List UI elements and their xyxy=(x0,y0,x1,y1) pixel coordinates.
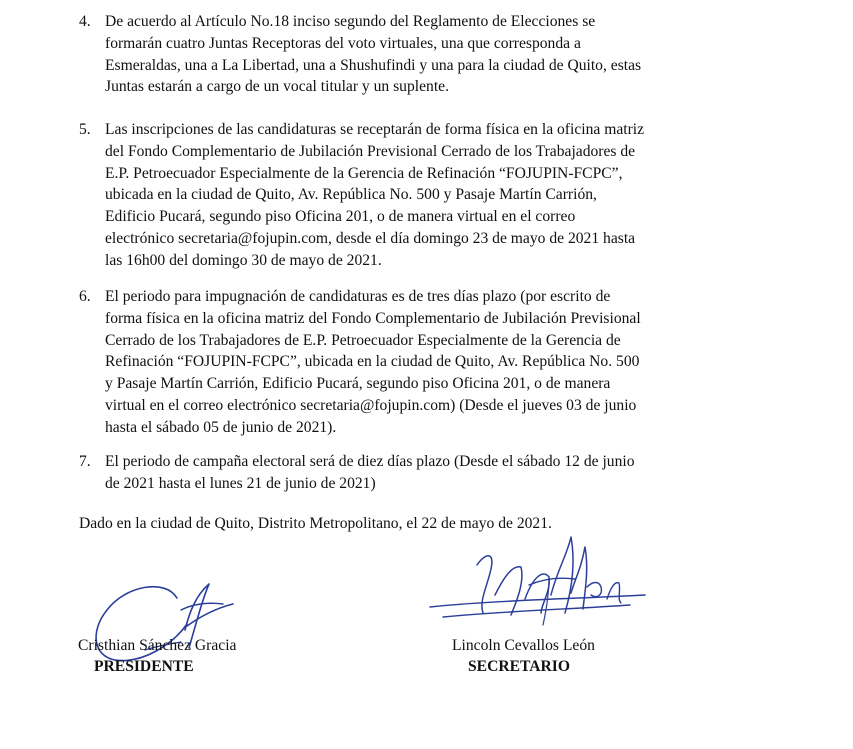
item-number: 5. xyxy=(79,121,91,138)
item-number: 6. xyxy=(79,288,91,305)
list-item-4 xyxy=(79,11,717,98)
item-text xyxy=(105,451,717,495)
list-item-6 xyxy=(79,286,717,439)
text-line: De acuerdo al Artículo No.18 inciso segundo del Reglamento de Elecciones se xyxy=(105,13,596,30)
text-line: El periodo de campaña electoral será de diez días plazo (Desde el sábado 12 de junio xyxy=(105,453,635,470)
list-item-7 xyxy=(79,451,717,495)
text-line: de 2021 hasta el lunes 21 de junio de 2021) xyxy=(105,474,376,492)
text-line: electrónico secretaria@fojupin.com, desde el día domingo 23 de mayo de 2021 hasta xyxy=(105,229,636,247)
text-line: del Fondo Complementario de Jubilación Previsional Cerrado de los Trabajadores de xyxy=(105,142,636,160)
text-line: Refinación “FOJUPIN-FCPC”, ubicada en la ciudad de Quito, Av. República No. 500 xyxy=(105,353,640,371)
item-text xyxy=(105,11,717,98)
text-line: forma física en la oficina matriz del Fondo Complementario de Jubilación Previsional xyxy=(105,309,641,327)
text-line: E.P. Petroecuador Especialmente de la Gerencia de Refinación “FOJUPIN-FCPC”, xyxy=(105,164,623,182)
text-line: Cerrado de los Trabajadores de E.P. Petroecuador Especialmente de la Gerencia de xyxy=(105,331,621,349)
item-text xyxy=(105,119,717,272)
text-line: las 16h00 del domingo 30 de mayo de 2021. xyxy=(105,251,382,269)
secretary-name: Lincoln Cevallos León xyxy=(452,637,595,654)
text-line: y Pasaje Martín Carrión, Edificio Pucará, segundo piso Oficina 201, o de manera xyxy=(105,375,611,393)
list-item-5 xyxy=(79,119,717,272)
text-line: formarán cuatro Juntas Receptoras del voto virtuales, una que corresponda a xyxy=(105,34,581,52)
text-line: Juntas estarán a cargo de un vocal titular y un suplente. xyxy=(105,78,449,96)
president-role: PRESIDENTE xyxy=(94,658,194,675)
text-line: Edificio Pucará, segundo piso Oficina 201, o de manera virtual en el correo xyxy=(105,208,576,226)
text-line: ubicada en la ciudad de Quito, Av. República No. 500 y Pasaje Martín Carrión, xyxy=(105,186,597,204)
text-line: Las inscripciones de las candidaturas se receptarán de forma física en la oficina matriz xyxy=(105,121,645,138)
closing-statement: Dado en la ciudad de Quito, Distrito Metropolitano, el 22 de mayo de 2021. xyxy=(79,515,552,532)
secretary-signature xyxy=(425,525,655,635)
text-line: hasta el sábado 05 de junio de 2021). xyxy=(105,418,337,436)
secretary-role: SECRETARIO xyxy=(468,658,570,675)
item-number: 7. xyxy=(79,453,91,470)
president-name: Cristhian Sánchez Gracia xyxy=(78,637,237,654)
text-line: virtual en el correo electrónico secretaria@fojupin.com) (Desde el jueves 03 de junio xyxy=(105,396,637,414)
text-line: Esmeraldas, una a La Libertad, una a Shushufindi y una para la ciudad de Quito, estas xyxy=(105,56,642,74)
item-number: 4. xyxy=(79,13,91,30)
text-line: El periodo para impugnación de candidaturas es de tres días plazo (por escrito de xyxy=(105,288,611,305)
item-text xyxy=(105,286,717,439)
